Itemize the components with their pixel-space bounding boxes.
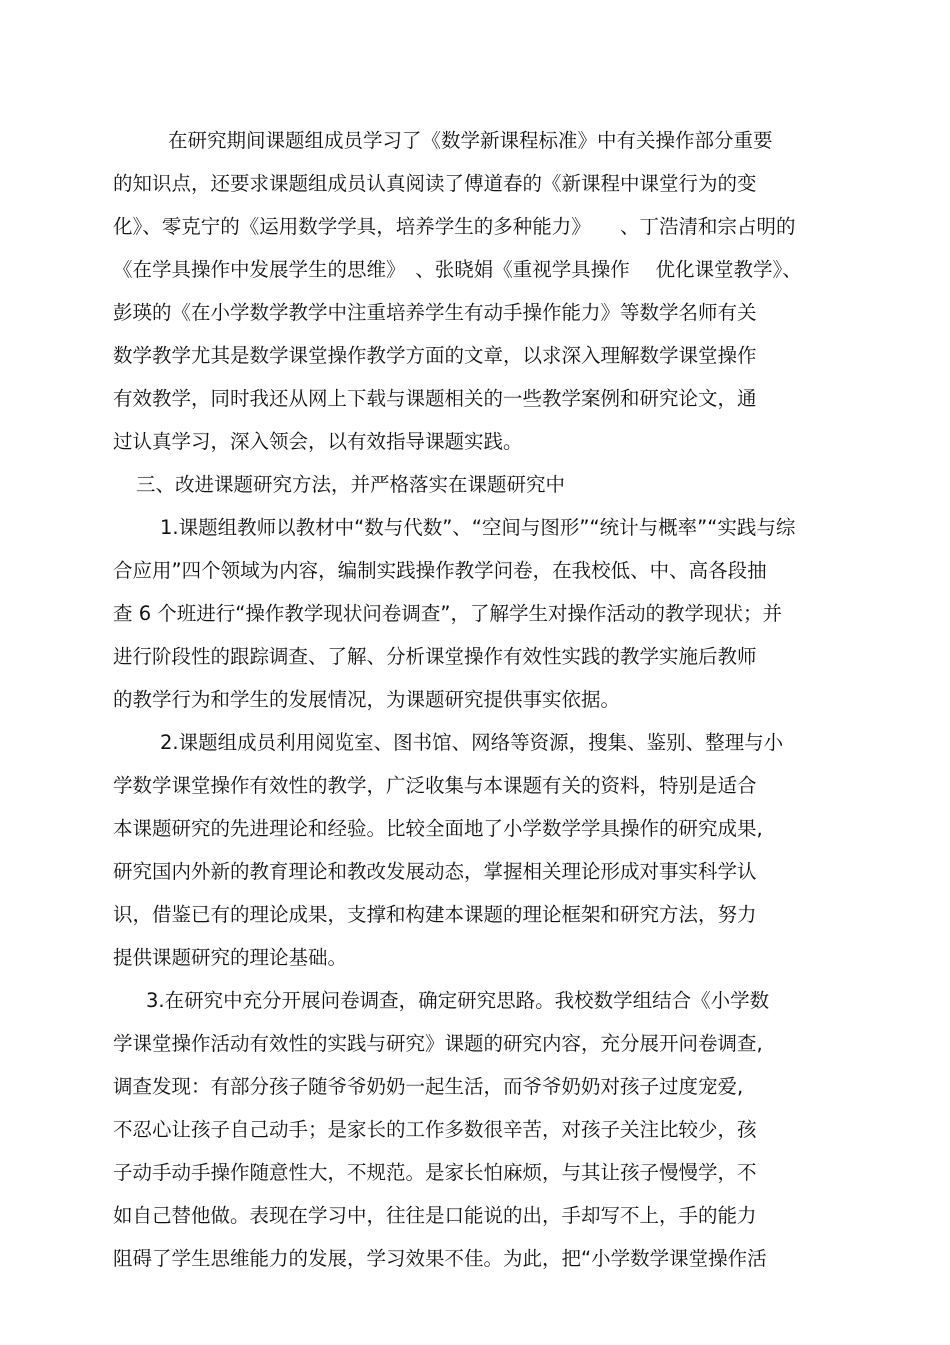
text-line: 3.在研究中充分开展问卷调查，确定研究思路。我校数学组结合《小学数 bbox=[146, 989, 770, 1012]
text-line: 的知识点，还要求课题组成员认真阅读了傅道春的《新课程中课堂行为的变 bbox=[113, 172, 757, 195]
text-line: 在研究期间课题组成员学习了《数学新课程标准》中有关操作部分重要 bbox=[168, 129, 773, 152]
text-line: 不忍心让孩子自己动手；是家长的工作多数很辛苦，对孩子关注比较少，孩 bbox=[113, 1118, 757, 1141]
section-heading: 三、改进课题研究方法，并严格落实在课题研究中 bbox=[136, 473, 566, 496]
text-line: 阻碍了学生思维能力的发展，学习效果不佳。为此，把“小学数学课堂操作活 bbox=[113, 1247, 767, 1270]
text-line: 过认真学习，深入领会，以有效指导课题实践。 bbox=[113, 430, 523, 453]
text-line: 识，借鉴已有的理论成果，支撑和构建本课题的理论框架和研究方法，努力 bbox=[113, 903, 757, 926]
text-line: 调查发现：有部分孩子随爷爷奶奶一起生活，而爷爷奶奶对孩子过度宠爱, bbox=[113, 1075, 744, 1098]
text-line: 提供课题研究的理论基础。 bbox=[113, 946, 348, 969]
text-line: 合应用”四个领域为内容，编制实践操作教学问卷，在我校低、中、高各段抽 bbox=[113, 559, 767, 582]
text-line: 数学教学尤其是数学课堂操作教学方面的文章，以求深入理解数学课堂操作 bbox=[113, 344, 757, 367]
text-line: 有效教学，同时我还从网上下载与课题相关的一些教学案例和研究论文，通 bbox=[113, 387, 757, 410]
text-line: 进行阶段性的跟踪调查、了解、分析课堂操作有效性实践的教学实施后教师 bbox=[113, 645, 757, 668]
text-line: 2.课题组成员利用阅览室、图书馆、网络等资源，搜集、鉴别、整理与小 bbox=[160, 731, 784, 754]
text-line: 查 6 个班进行“操作教学现状问卷调查”，了解学生对操作活动的教学现状；并 bbox=[113, 602, 783, 625]
text-line: 《在学具操作中发展学生的思维》 、张晓娟《重视学具操作 优化课堂教学》、 bbox=[113, 258, 802, 281]
text-line: 子动手动手操作随意性大，不规范。是家长怕麻烦，与其让孩子慢慢学，不 bbox=[113, 1161, 757, 1184]
text-line: 学课堂操作活动有效性的实践与研究》课题的研究内容，充分展开问卷调查, bbox=[113, 1032, 763, 1055]
text-line: 1.课题组教师以教材中“数与代数”、“空间与图形”“统计与概率”“实践与综 bbox=[160, 516, 796, 539]
text-line: 的教学行为和学生的发展情况，为课题研究提供事实依据。 bbox=[113, 688, 621, 711]
text-line: 化》、零克宁的《运用数学学具，培养学生的多种能力》 、丁浩清和宗占明的 bbox=[113, 215, 796, 238]
text-line: 学数学课堂操作有效性的教学，广泛收集与本课题有关的资料，特别是适合 bbox=[113, 774, 757, 797]
text-line: 研究国内外新的教育理论和教改发展动态，掌握相关理论形成对事实科学认 bbox=[113, 860, 757, 883]
text-line: 彭瑛的《在小学数学教学中注重培养学生有动手操作能力》等数学名师有关 bbox=[113, 301, 757, 324]
text-line: 如自己替他做。表现在学习中，往往是口能说的出，手却写不上，手的能力 bbox=[113, 1204, 757, 1227]
text-line: 本课题研究的先进理论和经验。比较全面地了小学数学学具操作的研究成果, bbox=[113, 817, 763, 840]
